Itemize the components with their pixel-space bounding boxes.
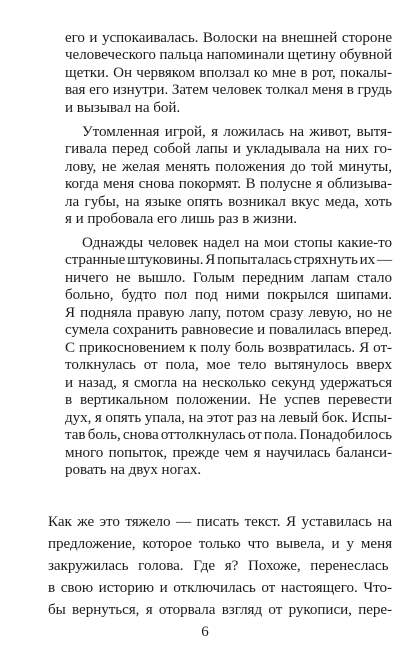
- text-line: странные штуковины. Я попыталась стряхнуть их —: [65, 252, 392, 268]
- text-line: Утомленная игрой, я ложилась на живот, вытя-: [82, 124, 392, 140]
- page-number: 6: [201, 624, 209, 640]
- text-line: вая его изнутри. Затем человек толкал меня в грудь: [65, 82, 392, 98]
- text-line: ровать на двух ногах.: [65, 462, 202, 478]
- text-line: Как же это тяжело — писать текст. Я уставилась на: [48, 514, 392, 530]
- text-line: С прикосновением к полу боль возвратилась. Я от-: [65, 340, 392, 356]
- text-line: толкнулась от пола, мое тело вытянулось вверх: [65, 357, 392, 373]
- text-line: я и пробовала его лишь раз в жизни.: [65, 211, 297, 227]
- text-line: тав боль, снова оттолкнулась от пола. Понадобилось: [65, 427, 392, 443]
- text-line: Однажды человек надел на мои стопы какие-то: [82, 235, 392, 251]
- text-line: ничего не вышло. Голым передним лапам стало: [65, 270, 392, 286]
- text-line: дух, я опять упала, на этот раз на левый бок. Испы-: [65, 410, 392, 426]
- text-line: закружилась голова. Где я? Похоже, перенеслась: [48, 558, 389, 574]
- text-line: гивала перед собой лапы и укладывала на них го-: [65, 141, 392, 157]
- text-line: его и успокаивалась. Волоски на внешней стороне: [65, 30, 392, 46]
- text-line: и назад, я смогла на несколько секунд удержаться: [65, 375, 392, 391]
- text-line: ла губы, на языке опять возникал вкус меда, хоть: [65, 194, 392, 210]
- text-line: и вызывал на бой.: [65, 100, 181, 116]
- text-line: в вертикальном положении. Не успев перевести: [65, 392, 392, 408]
- text-line: щетки. Он червяком вползал ко мне в рот, покалы-: [65, 65, 392, 81]
- text-line: сумела сохранить равновесие и повалилась вперед.: [65, 322, 392, 338]
- text-line: бы вернуться, я оторвала взгляд от рукописи, пере-: [48, 602, 392, 618]
- text-line: много попыток, прежде чем я научилась баланси-: [65, 445, 392, 461]
- text-line: Я подняла правую лапу, потом сразу левую, но не: [65, 305, 392, 321]
- text-line: лову, не желая менять положения до той минуты,: [65, 159, 392, 175]
- text-line: больно, будто пол под ними покрылся шипами.: [65, 287, 392, 303]
- text-line: в свою историю и отключилась от настоящего. Что-: [48, 580, 392, 596]
- text-line: человеческого пальца напоминали щетину обувной: [65, 47, 392, 63]
- text-line: предложение, которое только что вывела, и у меня: [48, 536, 392, 552]
- text-line: когда меня снова покормят. В полусне я облизыва-: [65, 176, 392, 192]
